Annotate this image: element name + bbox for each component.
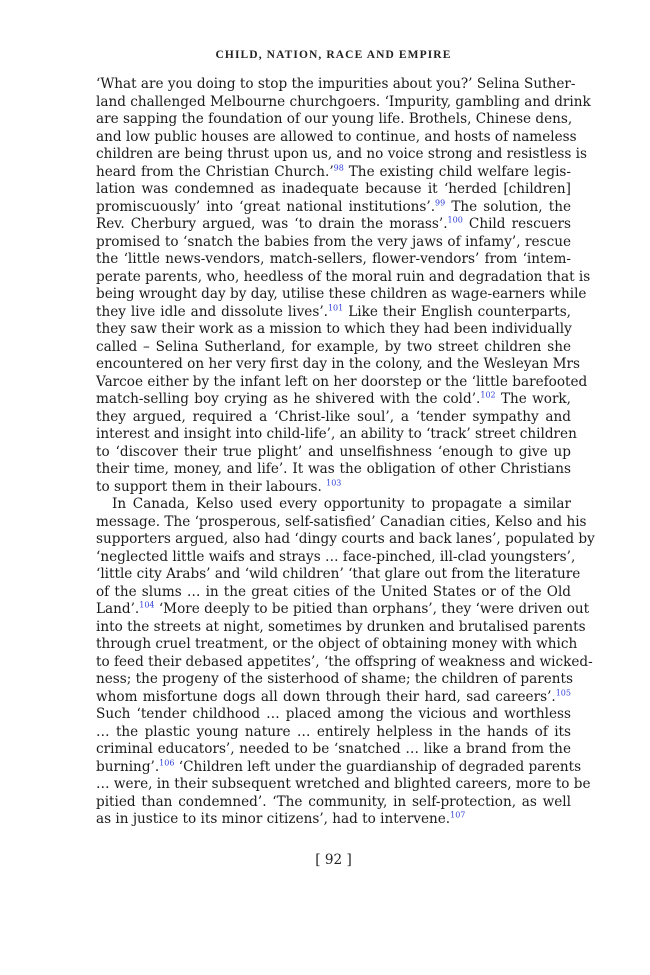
text-line [96, 181, 571, 199]
line-text: land challenged Melbourne churchgoers. ‘Impurity, gambling and drink [96, 93, 591, 110]
line-text: are sapping the foundation of our young life. Brothels, Chinese dens, [96, 111, 573, 127]
line-text: supporters argued, also had ‘dingy courts and back lanes’, populated by [96, 531, 595, 547]
footnote-reference-link[interactable]: 103 [326, 477, 342, 487]
text-line [96, 548, 576, 567]
line-text: they argued, required a ‘Christ-like soul’, a ‘tender sympathy and [96, 408, 571, 425]
text-line [96, 741, 571, 759]
line-text: to feed their debased appetites’, ‘the offspring of weakness and wicked- [96, 653, 593, 670]
text-line [96, 531, 595, 549]
text-line [96, 373, 588, 392]
text-line [96, 653, 593, 672]
line-text: children are being thrust upon us, and no voice strong and resistless is [96, 146, 587, 162]
text-line [96, 513, 587, 532]
line-text: being wrought day by day, utilise these children as wage-earners while [96, 286, 587, 302]
text-line [96, 496, 571, 514]
footnote-reference-link[interactable]: 107 [450, 810, 466, 820]
footnote-reference-link[interactable]: 105 [555, 687, 571, 697]
line-text: … were, in their subsequent wretched and blighted careers, more to be [96, 776, 591, 792]
line-text-continued: ‘Children left under the guardianship of degraded parents [174, 758, 582, 775]
line-text: into the streets at night, sometimes by drunken and brutalised parents [96, 618, 586, 635]
line-text: pitied than condemned’. ‘The community, in self-protection, as well [96, 793, 571, 810]
line-text: match-selling boy crying as he shivered with the cold’. [96, 391, 481, 407]
text-line [96, 286, 587, 304]
text-line [96, 671, 571, 689]
text-line [96, 216, 571, 234]
line-text: ‘neglected little waifs and strays … face-pinched, ill-clad youngsters’, [96, 548, 576, 565]
line-text: perate parents, who, heedless of the moral ruin and degradation that is [96, 268, 591, 285]
line-text: whom misfortune dogs all down through their hard, sad careers’. [96, 688, 556, 705]
text-line [96, 600, 590, 619]
text-line [96, 426, 577, 444]
paragraph [96, 76, 591, 496]
text-line [96, 251, 571, 269]
text-line [96, 444, 571, 462]
text-line [96, 566, 581, 584]
line-text: they live idle and dissolute lives’. [96, 303, 328, 320]
text-line [96, 321, 571, 339]
text-line [96, 636, 578, 654]
footnote-reference-link[interactable]: 104 [139, 600, 155, 610]
line-text: and low public houses are allowed to continue, and hosts of nameless [96, 128, 577, 145]
running-head: CHILD, NATION, RACE AND EMPIRE [215, 49, 452, 61]
footnote-reference-link[interactable]: 100 [447, 215, 463, 225]
line-text: heard from the Christian Church.’ [96, 163, 334, 180]
text-line [96, 811, 571, 829]
line-text-continued: Child rescuers [462, 216, 571, 232]
text-line [96, 776, 591, 794]
text-line [96, 304, 571, 322]
footnote-reference-link[interactable]: 102 [480, 390, 496, 400]
line-text: their time, money, and life’. It was the obligation of other Christians [96, 461, 571, 477]
line-text: the ‘little news-vendors, match-sellers, flower-vendors’ from ‘intem- [96, 251, 571, 267]
line-text: lation was condemned as inadequate because it ‘herded [children] [96, 181, 571, 197]
text-line [96, 757, 582, 777]
text-line [96, 93, 591, 112]
text-line [96, 76, 576, 94]
footnote-reference-link[interactable]: 98 [333, 162, 344, 172]
paragraph [96, 496, 595, 829]
line-text: to ‘discover their true plight’ and unselfishness ‘enough to give up [96, 443, 571, 460]
text-line [96, 234, 571, 252]
line-text: criminal educators’, needed to be ‘snatched … like a brand from the [96, 741, 571, 757]
line-text: Rev. Cherbury argued, was ‘to drain the morass’. [96, 216, 448, 232]
line-text: as in justice to its minor citizens’, had to intervene. [96, 811, 451, 827]
line-text: ‘What are you doing to stop the impurities about you?’ Selina Suther- [96, 76, 576, 92]
line-text-continued: ‘More deeply to be pitied than orphans’, they ‘were driven out [154, 601, 590, 617]
line-text: In Canada, Kelso used every opportunity to propagate a similar [112, 496, 571, 512]
footnote-reference-link[interactable]: 101 [327, 302, 344, 312]
line-text: Land’. [96, 601, 140, 617]
line-text: ‘little city Arabs’ and ‘wild children’ ‘that glare out from the literature [96, 566, 581, 582]
line-text-continued: The solution, the [445, 198, 571, 215]
text-line [96, 146, 587, 164]
line-text: encountered on her very first day in the colony, and the Wesleyan Mrs [96, 356, 581, 372]
line-text-continued: The work, [495, 391, 571, 407]
text-line [96, 706, 571, 724]
line-text-continued: Like their English counterparts, [343, 303, 572, 320]
text-line [96, 164, 571, 182]
line-text: Such ‘tender childhood … placed among the vicious and worthless [96, 706, 571, 722]
line-text: Varcoe either by the infant left on her doorstep or the ‘little barefooted [96, 373, 588, 390]
line-text: through cruel treatment, or the object of obtaining money with which [96, 636, 578, 652]
text-line [96, 199, 571, 217]
text-line [96, 391, 571, 409]
text-line [96, 128, 577, 147]
text-line [96, 268, 591, 287]
line-text: ness; the progeny of the sisterhood of shame; the children of parents [96, 671, 573, 687]
text-line [96, 339, 571, 357]
line-text: promised to ‘snatch the babies from the very jaws of infamy’, rescue [96, 233, 571, 250]
text-line [96, 461, 571, 479]
text-line [96, 794, 571, 812]
footnote-reference-link[interactable]: 106 [159, 757, 175, 767]
line-text: … the plastic young nature … entirely helpless in the hands of its [96, 723, 571, 740]
line-text-continued: The existing child welfare legis- [343, 163, 572, 180]
line-text: they saw their work as a mission to which they had been individually [96, 321, 572, 337]
text-line [96, 724, 571, 742]
text-line [96, 409, 571, 427]
line-text: called – Selina Sutherland, for example, by two street children she [96, 338, 571, 355]
line-text: message. The ‘prosperous, self-satisfied’ Canadian cities, Kelso and his [96, 513, 587, 530]
text-line [96, 618, 586, 637]
line-text: to support them in their labours. [96, 478, 327, 495]
footnote-reference-link[interactable]: 99 [435, 197, 446, 207]
text-line [96, 356, 581, 374]
body-text [96, 76, 595, 829]
text-line [96, 584, 571, 602]
line-text: interest and insight into child-life’, an ability to ‘track’ street children [96, 426, 577, 442]
page-number: [ 92 ] [315, 852, 352, 868]
line-text: promiscuously’ into ‘great national institutions’. [96, 198, 436, 215]
text-line [96, 111, 571, 129]
text-line [96, 689, 571, 707]
line-text: burning’. [96, 758, 160, 775]
text-line [96, 479, 571, 497]
line-text: of the slums … in the great cities of the United States or of the Old [96, 583, 571, 600]
